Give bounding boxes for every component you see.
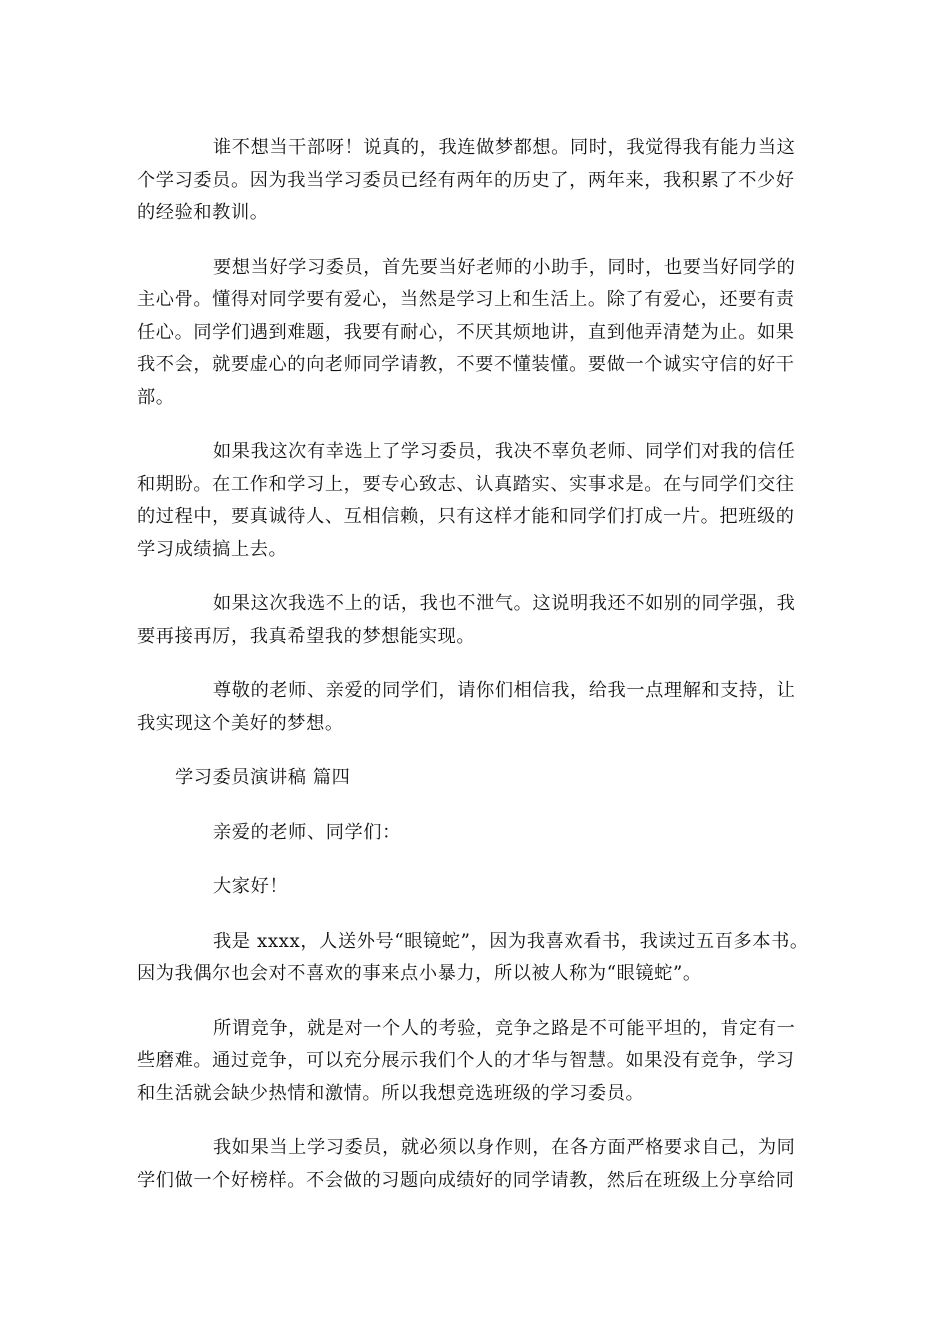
text-line: 的过程中，要真诚待人、互相信赖，只有这样才能和同学们打成一片。把班级的 xyxy=(137,506,795,527)
paragraph-8 xyxy=(137,1132,811,1197)
text-line: 如果这次我选不上的话，我也不泄气。这说明我还不如别的同学强，我 xyxy=(213,593,796,614)
text-line: 我是 xxxx，人送外号“眼镜蛇”，因为我喜欢看书，我读过五百多本书。 xyxy=(213,930,809,952)
paragraph-3 xyxy=(137,436,811,566)
text-line: 我实现这个美好的梦想。 xyxy=(137,712,344,734)
text-line: 个学习委员。因为我当学习委员已经有两年的历史了，两年来，我积累了不少好 xyxy=(137,169,795,191)
text-line: 部。 xyxy=(137,386,175,408)
text-line: 我如果当上学习委员，就必须以身作则，在各方面严格要求自己，为同 xyxy=(213,1137,796,1158)
text-line: 谁不想当干部呀！说真的，我连做梦都想。同时，我觉得我有能力当这 xyxy=(213,137,796,158)
text-line: 的经验和教训。 xyxy=(137,202,269,223)
text-line: 如果我这次有幸选上了学习委员，我决不辜负老师、同学们对我的信任 xyxy=(213,441,796,462)
paragraph-7 xyxy=(137,1013,811,1111)
text-line: 主心骨。懂得对同学要有爱心，当然是学习上和生活上。除了有爱心，还要有责 xyxy=(137,289,795,310)
greeting xyxy=(137,871,811,904)
document-page xyxy=(137,132,811,1219)
salutation xyxy=(137,817,811,850)
text-line: 要再接再厉，我真希望我的梦想能实现。 xyxy=(137,625,476,647)
text-line: 大家好！ xyxy=(213,876,289,897)
paragraph-4 xyxy=(137,588,811,653)
paragraph-5 xyxy=(137,675,811,740)
text-line: 和期盼。在工作和学习上，要专心致志、认真踏实、实事求是。在与同学们交往 xyxy=(137,473,795,495)
paragraph-2 xyxy=(137,252,811,415)
text-line: 因为我偶尔也会对不喜欢的事来点小暴力，所以被人称为“眼镜蛇”。 xyxy=(137,963,702,984)
section-heading: 学习委员演讲稿 篇四 xyxy=(175,767,351,788)
text-line: 我不会，就要虚心的向老师同学请教，不要不懂装懂。要做一个诚实守信的好干 xyxy=(137,354,795,375)
text-line: 学习成绩搞上去。 xyxy=(137,538,288,560)
text-line: 学们做一个好榜样。不会做的习题向成绩好的同学请教，然后在班级上分享给同 xyxy=(137,1169,795,1191)
text-line: 和生活就会缺少热情和激情。所以我想竞选班级的学习委员。 xyxy=(137,1082,645,1104)
text-line: 所谓竞争，就是对一个人的考验，竞争之路是不可能平坦的，肯定有一 xyxy=(213,1017,796,1039)
text-line: 要想当好学习委员，首先要当好老师的小助手，同时，也要当好同学的 xyxy=(213,256,796,278)
text-line: 亲爱的老师、同学们： xyxy=(213,821,401,843)
text-line: 些磨难。通过竞争，可以充分展示我们个人的才华与智慧。如果没有竞争，学习 xyxy=(137,1050,795,1071)
paragraph-6 xyxy=(137,926,811,991)
text-line: 任心。同学们遇到难题，我要有耐心，不厌其烦地讲，直到他弄清楚为止。如果 xyxy=(137,321,795,343)
text-line: 尊敬的老师、亲爱的同学们，请你们相信我，给我一点理解和支持，让 xyxy=(213,680,796,701)
paragraph-1 xyxy=(137,132,811,230)
